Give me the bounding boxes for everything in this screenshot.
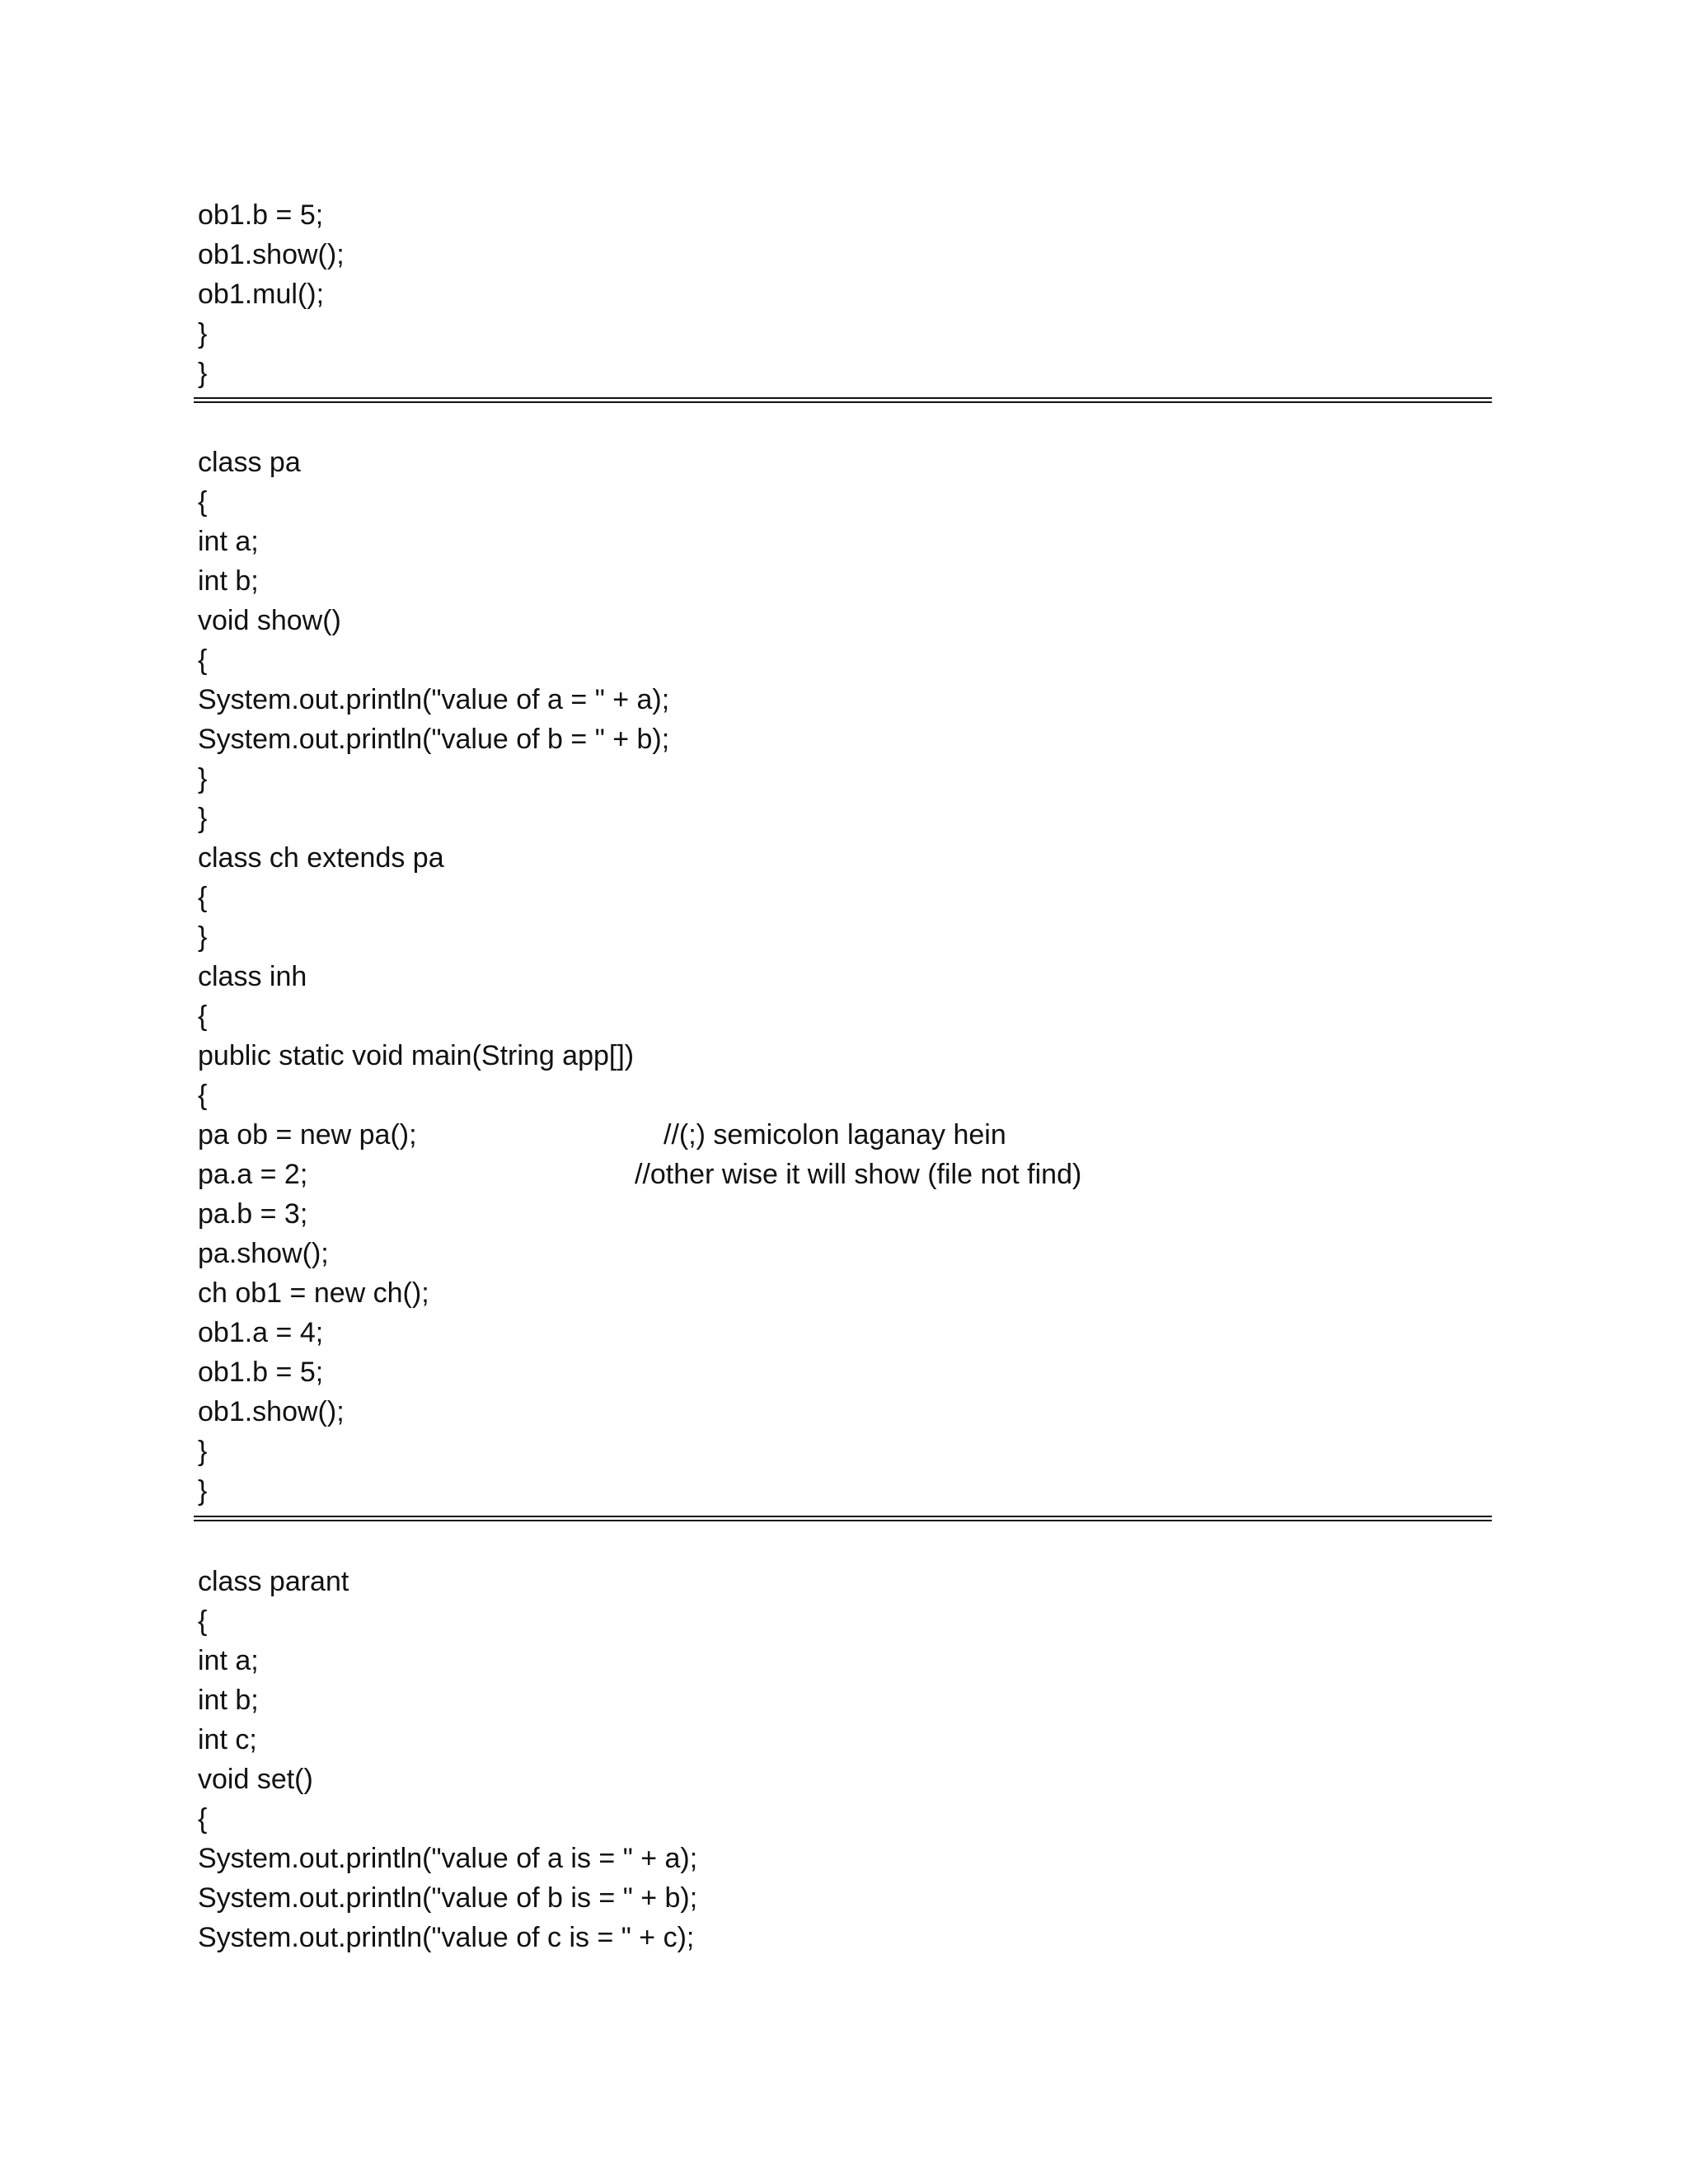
code-line: System.out.println("value of a is = " + a);: [198, 1843, 698, 1874]
code-line: }: [198, 318, 208, 349]
code-line: int c;: [198, 1724, 257, 1755]
code-line: }: [198, 763, 208, 794]
code-line: void set(): [198, 1764, 313, 1795]
code-comment: //other wise it will show (file not find): [635, 1159, 1082, 1190]
code-line: class inh: [198, 961, 307, 992]
code-line: ob1.b = 5;: [198, 1357, 324, 1388]
code-line: }: [198, 1475, 208, 1507]
code-line: pa.show();: [198, 1238, 329, 1269]
code-line: int a;: [198, 1645, 259, 1676]
code-line: System.out.println("value of b is = " + b);: [198, 1882, 698, 1914]
code-line: ob1.a = 4;: [198, 1317, 324, 1348]
code-line: ob1.show();: [198, 239, 345, 270]
double-rule-divider: [194, 1516, 1492, 1521]
code-line: int b;: [198, 1685, 259, 1716]
code-line: void show(): [198, 605, 341, 636]
code-line: ob1.show();: [198, 1396, 345, 1427]
code-line: int b;: [198, 565, 259, 597]
code-line: }: [198, 358, 208, 389]
code-line: {: [198, 1001, 208, 1032]
code-line: {: [198, 882, 208, 913]
code-line: class parant: [198, 1566, 349, 1597]
code-line: }: [198, 921, 208, 953]
code-line: {: [198, 1605, 208, 1637]
code-line: {: [198, 644, 208, 676]
double-rule-divider: [194, 397, 1492, 403]
code-line: int a;: [198, 526, 259, 557]
code-comment: //(;) semicolon laganay hein: [663, 1119, 1006, 1151]
code-line: {: [198, 1080, 208, 1111]
code-line: pa.b = 3;: [198, 1198, 308, 1230]
code-line: {: [198, 1803, 208, 1835]
code-line: }: [198, 1436, 208, 1467]
code-line: class pa: [198, 447, 301, 478]
code-line: class ch extends pa: [198, 842, 444, 874]
code-line: System.out.println("value of b = " + b);: [198, 724, 670, 755]
code-line: pa.a = 2;: [198, 1159, 308, 1190]
code-line: {: [198, 486, 208, 518]
code-line: ob1.b = 5;: [198, 199, 324, 231]
code-line: System.out.println("value of a = " + a);: [198, 684, 670, 715]
code-line: ch ob1 = new ch();: [198, 1277, 429, 1309]
code-line: pa ob = new pa();: [198, 1119, 417, 1151]
code-line: System.out.println("value of c is = " + c);: [198, 1922, 695, 1953]
code-line: ob1.mul();: [198, 279, 325, 310]
code-line: public static void main(String app[]): [198, 1040, 635, 1071]
code-line: }: [198, 803, 208, 834]
